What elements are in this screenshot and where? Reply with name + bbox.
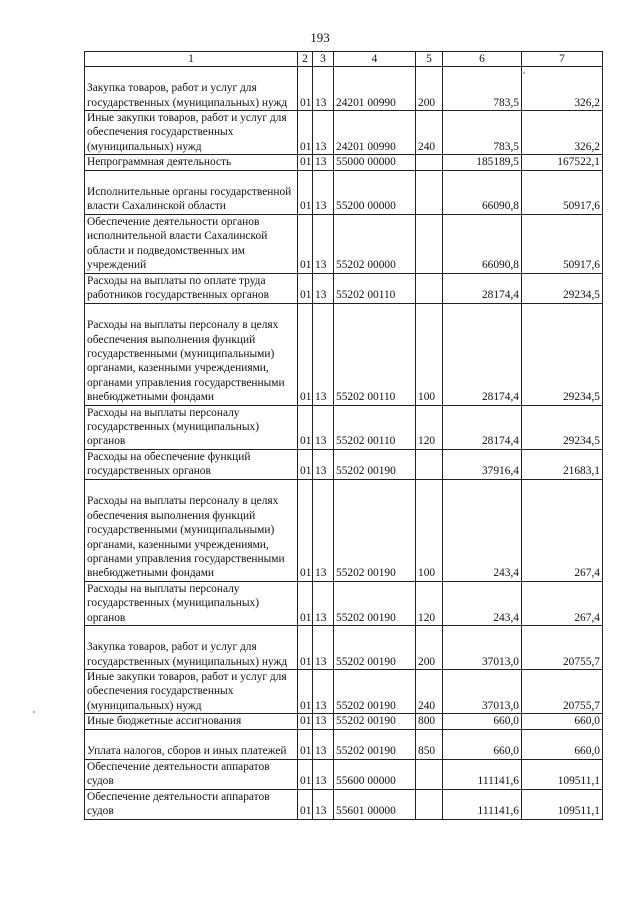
row-amount-year-1: 185189,5 xyxy=(443,155,522,170)
row-target-article: 55202 00190 xyxy=(334,449,416,479)
row-expense-type: 200 xyxy=(416,626,443,670)
row-subsection: 13 xyxy=(313,581,334,625)
row-amount-year-2: 326,2 xyxy=(522,111,603,155)
row-expense-type: 120 xyxy=(416,405,443,449)
row-amount-year-2: 109511,1 xyxy=(522,759,603,789)
row-amount-year-2: 20755,7 xyxy=(522,670,603,714)
row-amount-year-1: 783,5 xyxy=(443,111,522,155)
row-amount-year-1: 783,5 xyxy=(443,67,522,111)
row-amount-year-2: 109511,1 xyxy=(522,789,603,819)
row-name: Расходы на выплаты по оплате труда работников государственных органов xyxy=(85,273,298,303)
header-col-6: 6 xyxy=(443,52,522,67)
row-subsection: 13 xyxy=(313,111,334,155)
row-section: 01 xyxy=(298,789,313,819)
table-row xyxy=(85,449,603,479)
row-amount-year-1: 660,0 xyxy=(443,729,522,759)
header-col-7: 7 xyxy=(522,52,603,67)
row-name: Расходы на выплаты персоналу государственных (муниципальных) органов xyxy=(85,581,298,625)
row-section: 01 xyxy=(298,273,313,303)
table-row xyxy=(85,581,603,625)
row-amount-year-2: 29234,5 xyxy=(522,303,603,405)
row-amount-year-2: 21683,1 xyxy=(522,449,603,479)
row-section: 01 xyxy=(298,626,313,670)
row-target-article: 55202 00190 xyxy=(334,626,416,670)
header-row xyxy=(85,52,603,67)
row-section: 01 xyxy=(298,670,313,714)
table-row xyxy=(85,479,603,581)
table-row xyxy=(85,626,603,670)
row-expense-type: 240 xyxy=(416,670,443,714)
table-body xyxy=(85,67,603,820)
row-section: 01 xyxy=(298,405,313,449)
row-section: 01 xyxy=(298,155,313,170)
table-row xyxy=(85,303,603,405)
table-row xyxy=(85,759,603,789)
row-subsection: 13 xyxy=(313,273,334,303)
row-expense-type: 240 xyxy=(416,111,443,155)
row-target-article: 55202 00190 xyxy=(334,729,416,759)
row-name: Закупка товаров, работ и услуг для государственных (муниципальных) нужд xyxy=(85,67,298,111)
row-target-article: 24201 00990 xyxy=(334,67,416,111)
row-amount-year-1: 243,4 xyxy=(443,581,522,625)
row-section: 01 xyxy=(298,729,313,759)
row-amount-year-1: 28174,4 xyxy=(443,303,522,405)
row-target-article: 55202 00110 xyxy=(334,303,416,405)
row-amount-year-1: 37013,0 xyxy=(443,626,522,670)
row-expense-type xyxy=(416,789,443,819)
row-section: 01 xyxy=(298,67,313,111)
table-row xyxy=(85,670,603,714)
row-expense-type xyxy=(416,155,443,170)
row-subsection: 13 xyxy=(313,67,334,111)
row-name: Расходы на выплаты персоналу в целях обеспечения выполнения функций государственными (муниципальными) органами, казенными учреждениями, органами управления государственными внебюджетными фондами xyxy=(85,479,298,581)
row-amount-year-1: 28174,4 xyxy=(443,405,522,449)
row-amount-year-1: 111141,6 xyxy=(443,759,522,789)
scan-speck xyxy=(33,711,35,713)
row-name: Закупка товаров, работ и услуг для государственных (муниципальных) нужд xyxy=(85,626,298,670)
row-subsection: 13 xyxy=(313,759,334,789)
row-subsection: 13 xyxy=(313,670,334,714)
row-section: 01 xyxy=(298,449,313,479)
header-col-2: 2 xyxy=(298,52,313,67)
row-target-article: 55202 00110 xyxy=(334,273,416,303)
row-amount-year-1: 66090,8 xyxy=(443,170,522,214)
row-subsection: 13 xyxy=(313,729,334,759)
row-name: Обеспечение деятельности аппаратов судов xyxy=(85,759,298,789)
row-amount-year-2: 167522,1 xyxy=(522,155,603,170)
row-section: 01 xyxy=(298,759,313,789)
row-subsection: 13 xyxy=(313,170,334,214)
row-subsection: 13 xyxy=(313,155,334,170)
row-section: 01 xyxy=(298,479,313,581)
row-expense-type: 100 xyxy=(416,303,443,405)
row-target-article: 55000 00000 xyxy=(334,155,416,170)
table-row xyxy=(85,170,603,214)
row-expense-type xyxy=(416,170,443,214)
row-subsection: 13 xyxy=(313,479,334,581)
row-target-article: 55202 00190 xyxy=(334,714,416,729)
row-target-article: 55202 00000 xyxy=(334,214,416,273)
row-section: 01 xyxy=(298,303,313,405)
header-col-5: 5 xyxy=(416,52,443,67)
page-number: 193 xyxy=(310,30,330,45)
row-amount-year-2: 267,4 xyxy=(522,479,603,581)
row-name: Обеспечение деятельности органов исполнительной власти Сахалинской области и подведомственных им учреждений xyxy=(85,214,298,273)
row-name: Иные закупки товаров, работ и услуг для обеспечения государственных (муниципальных) нужд xyxy=(85,670,298,714)
row-target-article: 55202 00110 xyxy=(334,405,416,449)
row-expense-type: 800 xyxy=(416,714,443,729)
row-name: Иные бюджетные ассигнования xyxy=(85,714,298,729)
table-row xyxy=(85,155,603,170)
row-amount-year-1: 243,4 xyxy=(443,479,522,581)
header-col-4: 4 xyxy=(334,52,416,67)
row-expense-type xyxy=(416,273,443,303)
row-target-article: 55202 00190 xyxy=(334,670,416,714)
row-section: 01 xyxy=(298,111,313,155)
table-row xyxy=(85,789,603,819)
row-amount-year-1: 660,0 xyxy=(443,714,522,729)
row-subsection: 13 xyxy=(313,789,334,819)
row-target-article: 55601 00000 xyxy=(334,789,416,819)
row-expense-type: 200 xyxy=(416,67,443,111)
row-name: Расходы на выплаты персоналу государственных (муниципальных) органов xyxy=(85,405,298,449)
row-target-article: 55202 00190 xyxy=(334,581,416,625)
row-name: Иные закупки товаров, работ и услуг для обеспечения государственных (муниципальных) нужд xyxy=(85,111,298,155)
row-subsection: 13 xyxy=(313,303,334,405)
row-amount-year-1: 37013,0 xyxy=(443,670,522,714)
row-target-article: 55600 00000 xyxy=(334,759,416,789)
row-amount-year-2: 660,0 xyxy=(522,729,603,759)
scan-speck xyxy=(523,72,525,74)
row-expense-type xyxy=(416,759,443,789)
row-subsection: 13 xyxy=(313,214,334,273)
row-amount-year-1: 37916,4 xyxy=(443,449,522,479)
row-subsection: 13 xyxy=(313,449,334,479)
table-row xyxy=(85,273,603,303)
row-name: Расходы на обеспечение функций государственных органов xyxy=(85,449,298,479)
row-amount-year-2: 326,2 xyxy=(522,67,603,111)
row-name: Исполнительные органы государственной власти Сахалинской области xyxy=(85,170,298,214)
row-subsection: 13 xyxy=(313,714,334,729)
row-expense-type xyxy=(416,214,443,273)
row-expense-type xyxy=(416,449,443,479)
row-name: Обеспечение деятельности аппаратов судов xyxy=(85,789,298,819)
row-amount-year-1: 111141,6 xyxy=(443,789,522,819)
row-subsection: 13 xyxy=(313,405,334,449)
row-amount-year-2: 50917,6 xyxy=(522,214,603,273)
row-amount-year-2: 660,0 xyxy=(522,714,603,729)
row-name: Уплата налогов, сборов и иных платежей xyxy=(85,729,298,759)
row-section: 01 xyxy=(298,714,313,729)
row-expense-type: 850 xyxy=(416,729,443,759)
row-section: 01 xyxy=(298,214,313,273)
row-subsection: 13 xyxy=(313,626,334,670)
row-name: Расходы на выплаты персоналу в целях обеспечения выполнения функций государственными (муниципальными) органами, казенными учреждениями, органами управления государственными внебюджетными фондами xyxy=(85,303,298,405)
row-section: 01 xyxy=(298,170,313,214)
row-amount-year-2: 267,4 xyxy=(522,581,603,625)
row-section: 01 xyxy=(298,581,313,625)
row-amount-year-1: 66090,8 xyxy=(443,214,522,273)
row-amount-year-2: 50917,6 xyxy=(522,170,603,214)
budget-table xyxy=(84,51,603,820)
header-col-1: 1 xyxy=(85,52,298,67)
row-amount-year-1: 28174,4 xyxy=(443,273,522,303)
row-amount-year-2: 20755,7 xyxy=(522,626,603,670)
table-row xyxy=(85,729,603,759)
row-expense-type: 100 xyxy=(416,479,443,581)
table-row xyxy=(85,714,603,729)
row-target-article: 24201 00990 xyxy=(334,111,416,155)
table-row xyxy=(85,214,603,273)
row-target-article: 55200 00000 xyxy=(334,170,416,214)
row-expense-type: 120 xyxy=(416,581,443,625)
row-amount-year-2: 29234,5 xyxy=(522,405,603,449)
row-name: Непрограммная деятельность xyxy=(85,155,298,170)
table-row xyxy=(85,405,603,449)
row-target-article: 55202 00190 xyxy=(334,479,416,581)
table-row xyxy=(85,111,603,155)
header-col-3: 3 xyxy=(313,52,334,67)
row-amount-year-2: 29234,5 xyxy=(522,273,603,303)
